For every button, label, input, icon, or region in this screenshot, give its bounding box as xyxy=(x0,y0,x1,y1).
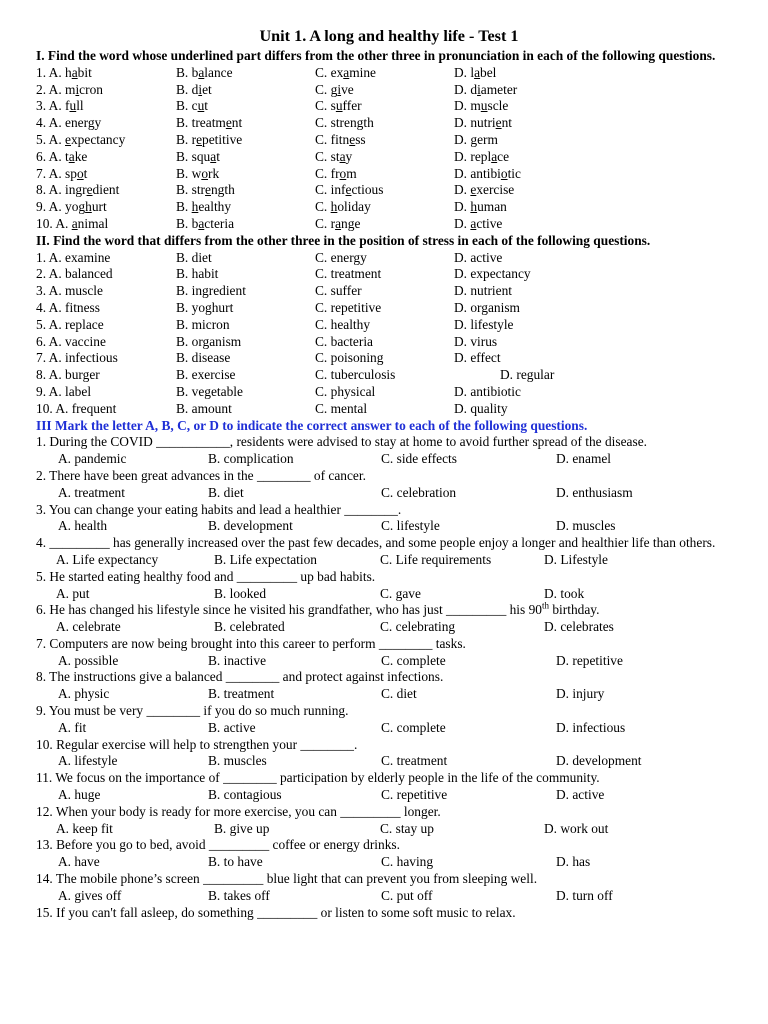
answer-option: B. treatment xyxy=(208,686,275,702)
option: D. human xyxy=(454,199,507,215)
underlined-part: e xyxy=(495,115,502,131)
option: 3. A. full xyxy=(36,98,84,114)
option: D. antibiotic xyxy=(454,383,521,399)
answer-option: D. work out xyxy=(544,820,609,836)
question-row xyxy=(36,199,742,216)
answer-option: A. gives off xyxy=(58,887,122,903)
answer-option: C. diet xyxy=(381,686,417,702)
option: C. range xyxy=(315,215,361,231)
option: 9. A. yoghurt xyxy=(36,199,107,215)
question-row xyxy=(36,367,742,384)
option: 1. A. habit xyxy=(36,64,92,80)
question-text: 7. Computers are now being brought into this career to perform ________ tasks. xyxy=(36,635,466,651)
answer-option: C. celebrating xyxy=(380,619,456,635)
option: B. exercise xyxy=(176,367,236,383)
option: C. stay xyxy=(315,148,353,164)
option: B. bacteria xyxy=(176,215,235,231)
option: D. diameter xyxy=(454,81,518,97)
option: C. infectious xyxy=(315,182,384,198)
option: C. bacteria xyxy=(315,333,373,349)
option: B. ingredient xyxy=(176,283,246,299)
underlined-part: h xyxy=(470,199,478,215)
answer-option: A. health xyxy=(58,518,108,534)
answer-option: D. enthusiasm xyxy=(556,484,633,500)
option: C. energy xyxy=(315,249,367,265)
option: 6. A. take xyxy=(36,148,88,164)
option: 4. A. energy xyxy=(36,115,102,131)
answer-option: D. muscles xyxy=(556,518,616,534)
answer-options xyxy=(36,518,742,535)
option: 4. A. fitness xyxy=(36,299,100,315)
underlined-part: e xyxy=(205,182,211,198)
underlined-part: h xyxy=(85,199,92,215)
underlined-part: a xyxy=(71,64,78,80)
option: 8. A. ingredient xyxy=(36,182,120,198)
answer-option: D. infectious xyxy=(556,719,626,735)
underlined-part: a xyxy=(71,215,78,231)
answer-options xyxy=(36,451,742,468)
underlined-part: a xyxy=(339,148,346,164)
section1-heading: I. Find the word whose underlined part differs from the other three in pronunciation in each of the following questions. xyxy=(36,48,716,63)
option: D. exercise xyxy=(454,182,515,198)
option: B. diet xyxy=(176,81,212,97)
option: B. work xyxy=(176,165,220,181)
option: 7. A. infectious xyxy=(36,350,118,366)
answer-option: A. lifestyle xyxy=(58,753,118,769)
underlined-part: g xyxy=(356,115,364,131)
option: C. mental xyxy=(315,400,368,416)
question-text: 4. _________ has generally increased over the past few decades, and some people enjoy a longer and healthier life than others. xyxy=(36,535,716,551)
underlined-part: g xyxy=(87,115,95,131)
option: D. lifestyle xyxy=(454,316,514,332)
option: D. effect xyxy=(454,350,501,366)
option: B. diet xyxy=(176,249,212,265)
option: 1. A. examine xyxy=(36,249,111,265)
option: 5. A. replace xyxy=(36,316,104,332)
option: B. organism xyxy=(176,333,242,349)
section3-list xyxy=(36,434,742,921)
question-row xyxy=(36,82,742,99)
question-row xyxy=(36,283,742,300)
question-text: 2. There have been great advances in the ________ of cancer. xyxy=(36,467,366,483)
option: B. strength xyxy=(176,182,235,198)
question-row xyxy=(36,350,742,367)
question-text: 11. We focus on the importance of ________ participation by elderly people in the life of the community. xyxy=(36,770,600,786)
question-row xyxy=(36,182,742,199)
answer-option: B. to have xyxy=(208,854,263,870)
underlined-part: a xyxy=(210,148,217,164)
question-text: 15. If you can't fall asleep, do something _________ or listen to some soft music to relax. xyxy=(36,904,516,920)
question-text: 14. The mobile phone’s screen _________ blue light that can prevent you from sleeping well. xyxy=(36,871,538,887)
answer-option: D. has xyxy=(556,854,591,870)
option: C. from xyxy=(315,165,357,181)
question-row xyxy=(36,300,742,317)
option: D. replace xyxy=(454,148,510,164)
option: 10. A. animal xyxy=(36,215,109,231)
underlined-part: a xyxy=(474,64,481,80)
answer-option: D. repetitive xyxy=(556,652,623,668)
answer-options xyxy=(36,552,742,569)
underlined-part: a xyxy=(470,215,477,231)
option: C. suffer xyxy=(315,98,362,114)
answer-option: C. repetitive xyxy=(381,787,448,803)
underlined-part: o xyxy=(500,165,508,181)
option: D. active xyxy=(454,249,503,265)
question-row xyxy=(36,98,742,115)
question-row xyxy=(36,216,742,233)
answer-option: B. complication xyxy=(208,451,294,467)
answer-option: C. gave xyxy=(380,585,421,601)
option: 10. A. frequent xyxy=(36,400,117,416)
section1-list xyxy=(36,65,742,233)
answer-option: A. celebrate xyxy=(56,619,121,635)
option: D. antibiotic xyxy=(454,165,521,181)
underlined-part: a xyxy=(198,64,205,80)
answer-option: A. huge xyxy=(58,787,101,803)
underlined-part: a xyxy=(343,64,350,80)
question-text: 1. During the COVID ___________, residents were advised to stay at home to avoid further spread of the disease. xyxy=(36,434,647,450)
answer-option: A. put xyxy=(56,585,90,601)
question-row xyxy=(36,334,742,351)
answer-option: C. treatment xyxy=(381,753,448,769)
answer-option: A. Life expectancy xyxy=(56,551,159,567)
question-row xyxy=(36,132,742,149)
answer-option: C. stay up xyxy=(380,820,434,836)
answer-option: A. pandemic xyxy=(58,451,127,467)
underlined-part: e xyxy=(349,131,356,147)
option: D. active xyxy=(454,215,503,231)
answer-option: B. diet xyxy=(208,484,244,500)
answer-option: C. having xyxy=(381,854,434,870)
underlined-part: u xyxy=(480,98,488,114)
answer-option: A. keep fit xyxy=(56,820,113,836)
option: B. balance xyxy=(176,64,233,80)
question-row xyxy=(36,401,742,418)
option: D. virus xyxy=(454,333,498,349)
option: B. habit xyxy=(176,266,219,282)
answer-option: B. muscles xyxy=(208,753,267,769)
answer-option: B. contagious xyxy=(208,787,282,803)
answer-option: D. turn off xyxy=(556,887,613,903)
underlined-part: e xyxy=(196,131,203,147)
option: B. repetitive xyxy=(176,131,243,147)
answer-option: D. took xyxy=(544,585,585,601)
option: D. muscle xyxy=(454,98,509,114)
answer-option: B. active xyxy=(208,719,256,735)
option: D. germ xyxy=(454,131,498,147)
answer-option: D. enamel xyxy=(556,451,612,467)
option: D. regular xyxy=(500,367,555,383)
option: 9. A. label xyxy=(36,383,92,399)
answer-option: C. side effects xyxy=(381,451,457,467)
answer-option: A. physic xyxy=(58,686,110,702)
option: D. organism xyxy=(454,299,520,315)
underlined-part: h xyxy=(330,199,338,215)
option: D. nutrient xyxy=(454,283,513,299)
option: D. expectancy xyxy=(454,266,531,282)
answer-options xyxy=(36,586,742,603)
option: C. give xyxy=(315,81,354,97)
underlined-part: e xyxy=(225,115,232,131)
underlined-part: e xyxy=(65,131,71,147)
option: C. holiday xyxy=(315,199,371,215)
option: 7. A. spot xyxy=(36,165,88,181)
option: B. healthy xyxy=(176,199,232,215)
answer-options xyxy=(36,854,742,871)
underlined-part: i xyxy=(337,81,342,97)
question-row xyxy=(36,65,742,82)
option: C. tuberculosis xyxy=(315,367,396,383)
question-text: 9. You must be very ________ if you do so much running. xyxy=(36,703,349,719)
option: B. yoghurt xyxy=(176,299,234,315)
underlined-part: o xyxy=(201,165,209,181)
option: D. label xyxy=(454,64,497,80)
answer-option: D. active xyxy=(556,787,605,803)
underlined-part: o xyxy=(339,165,347,181)
question-row xyxy=(36,166,742,183)
answer-option: C. complete xyxy=(381,652,446,668)
question-row xyxy=(36,317,742,334)
underlined-part: u xyxy=(335,98,343,114)
answer-options xyxy=(36,653,742,670)
answer-options xyxy=(36,720,742,737)
section2-heading: II. Find the word that differs from the other three in the position of stress in each of the following questions. xyxy=(36,232,651,248)
question-row xyxy=(36,149,742,166)
answer-option: A. treatment xyxy=(58,484,125,500)
question-text: 8. The instructions give a balanced ________ and protect against infections. xyxy=(36,669,444,685)
option: 2. A. balanced xyxy=(36,266,113,282)
page-title: Unit 1. A long and healthy life - Test 1 xyxy=(259,27,519,45)
answer-option: B. inactive xyxy=(208,652,267,668)
option: C. healthy xyxy=(315,316,371,332)
option: B. vegetable xyxy=(176,383,243,399)
question-row xyxy=(36,266,742,283)
answer-option: B. takes off xyxy=(208,887,270,903)
answer-option: C. celebration xyxy=(381,484,457,500)
option: 3. A. muscle xyxy=(36,283,103,299)
option: 8. A. burger xyxy=(36,367,100,383)
option: B. squat xyxy=(176,148,220,164)
underlined-part: i xyxy=(477,81,481,97)
question-row xyxy=(36,115,742,132)
option: C. physical xyxy=(315,383,376,399)
section3-heading: III Mark the letter A, B, C, or D to indicate the correct answer to each of the following questions. xyxy=(36,417,588,433)
option: C. examine xyxy=(315,64,376,80)
question-text: 10. Regular exercise will help to strengthen your ________. xyxy=(36,736,358,752)
option: 2. A. micron xyxy=(36,81,103,97)
option: B. cut xyxy=(176,98,209,114)
answer-options xyxy=(36,686,742,703)
answer-option: B. Life expectation xyxy=(214,551,317,567)
question-row xyxy=(36,384,742,401)
answer-option: B. development xyxy=(208,518,293,534)
question-text: 6. He has changed his lifestyle since he visited his grandfather, who has just _________ his 90th birthday. xyxy=(36,600,600,618)
underlined-part: h xyxy=(191,199,199,215)
answer-options xyxy=(36,619,742,636)
section2-list xyxy=(36,250,742,418)
answer-option: D. celebrates xyxy=(544,619,614,635)
answer-options xyxy=(36,753,742,770)
option: B. micron xyxy=(176,316,230,332)
answer-option: D. Lifestyle xyxy=(544,551,608,567)
underlined-part: a xyxy=(335,215,342,231)
answer-option: B. give up xyxy=(214,820,270,836)
question-text: 13. Before you go to bed, avoid _________ coffee or energy drinks. xyxy=(36,837,400,853)
underlined-part: a xyxy=(198,215,205,231)
answer-option: D. development xyxy=(556,753,642,769)
underlined-part: g xyxy=(470,131,478,147)
answer-option: C. Life requirements xyxy=(380,551,492,567)
underlined-part: a xyxy=(491,148,498,164)
underlined-part: a xyxy=(68,148,75,164)
option: B. amount xyxy=(176,400,232,416)
underlined-part: e xyxy=(470,182,477,198)
answer-option: C. lifestyle xyxy=(381,518,440,534)
underlined-part: i xyxy=(75,81,80,97)
option: 6. A. vaccine xyxy=(36,333,106,349)
option: D. nutrient xyxy=(454,115,513,131)
underlined-part: e xyxy=(345,182,352,198)
option: C. strength xyxy=(315,115,374,131)
option: C. poisoning xyxy=(315,350,384,366)
option: B. disease xyxy=(176,350,231,366)
option: C. suffer xyxy=(315,283,362,299)
answer-option: D. injury xyxy=(556,686,605,702)
answer-option: A. possible xyxy=(58,652,119,668)
answer-options xyxy=(36,888,742,905)
option: B. treatment xyxy=(176,115,243,131)
question-text: 5. He started eating healthy food and _________ up bad habits. xyxy=(36,568,376,584)
question-row xyxy=(36,250,742,267)
option: C. fitness xyxy=(315,131,366,147)
answer-option: C. put off xyxy=(381,887,433,903)
answer-option: C. complete xyxy=(381,719,446,735)
question-text: 12. When your body is ready for more exercise, you can _________ longer. xyxy=(36,803,441,819)
answer-option: B. celebrated xyxy=(214,619,285,635)
answer-options xyxy=(36,821,742,838)
answer-options xyxy=(36,787,742,804)
underlined-part: u xyxy=(197,98,205,114)
answer-options xyxy=(36,485,742,502)
option: C. repetitive xyxy=(315,299,382,315)
option: 5. A. expectancy xyxy=(36,131,126,147)
question-text: 3. You can change your eating habits and lead a healthier ________. xyxy=(36,501,402,517)
underlined-part: e xyxy=(86,182,93,198)
underlined-part: u xyxy=(69,98,77,114)
answer-option: A. fit xyxy=(58,719,87,735)
underlined-part: o xyxy=(76,165,84,181)
answer-option: B. looked xyxy=(214,585,267,601)
underlined-part: i xyxy=(198,81,203,97)
answer-option: A. have xyxy=(58,854,100,870)
option: D. quality xyxy=(454,400,508,416)
option: C. treatment xyxy=(315,266,382,282)
